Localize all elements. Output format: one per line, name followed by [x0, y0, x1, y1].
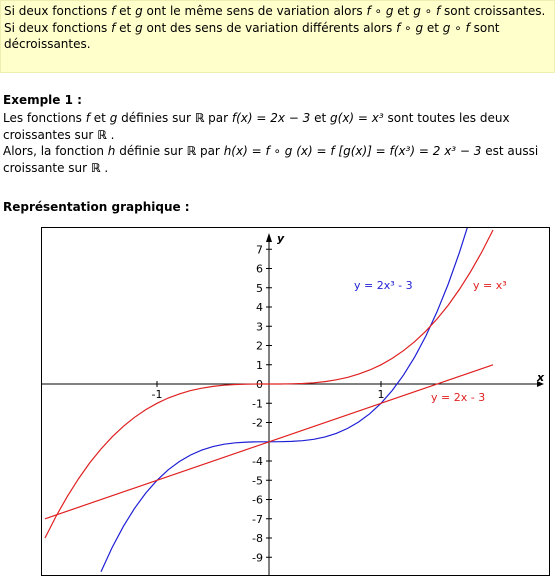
x-tick-label: 1: [377, 388, 385, 401]
y-tick-label: -8: [252, 532, 263, 545]
y-tick-label: -5: [252, 474, 263, 488]
curve-label: y = 2x - 3: [431, 391, 486, 404]
example-paragraph-2: Alors, la fonction h définie sur ℝ par h(x) = f ∘ g (x) = f [g(x)] = f(x³) = 2 x³ − 3 est aussi croissante sur ℝ .: [3, 144, 539, 175]
y-tick-label: -7: [252, 512, 263, 526]
x-axis-label: x: [537, 371, 545, 384]
y-tick-label: -2: [252, 416, 263, 430]
example-text: [3, 110, 548, 176]
y-tick-label: 0: [256, 378, 263, 391]
example-title: Exemple 1 :: [3, 93, 82, 107]
curve-label: y = 2x³ - 3: [354, 279, 413, 292]
graph-frame: [41, 227, 550, 576]
rule-line-different-variation: Si deux fonctions f et g ont des sens de variation différents alors f ∘ g et g ∘ f sont décroissantes.: [4, 20, 500, 51]
rule-box: [0, 0, 555, 73]
curve-label: y = x³: [473, 279, 507, 292]
y-tick-label: 2: [256, 339, 263, 353]
y-tick-label: -9: [252, 551, 263, 565]
y-tick-label: 6: [256, 262, 263, 276]
y-tick-label: 5: [256, 281, 263, 295]
x-tick-label: -1: [151, 388, 163, 401]
rule-line-same-variation: Si deux fonctions f et g ont le même sens de variation alors f ∘ g et g ∘ f sont croissantes.: [4, 4, 546, 18]
example-paragraph-1: Les fonctions f et g définies sur ℝ par f(x) = 2x − 3 et g(x) = x³ sont toutes les deux croissantes sur ℝ .: [3, 111, 510, 142]
y-tick-label: 4: [256, 301, 263, 314]
y-axis-label: y: [277, 232, 285, 245]
y-tick-label: 1: [256, 358, 263, 372]
y-tick-label: -1: [252, 397, 263, 411]
y-tick-label: -4: [252, 455, 263, 468]
function-graph: [42, 228, 549, 575]
y-tick-label: 7: [256, 243, 263, 257]
y-axis-arrow: [266, 233, 272, 242]
y-tick-label: -6: [252, 493, 263, 507]
y-tick-label: 3: [256, 320, 263, 334]
graph-heading: Représentation graphique :: [3, 200, 190, 214]
